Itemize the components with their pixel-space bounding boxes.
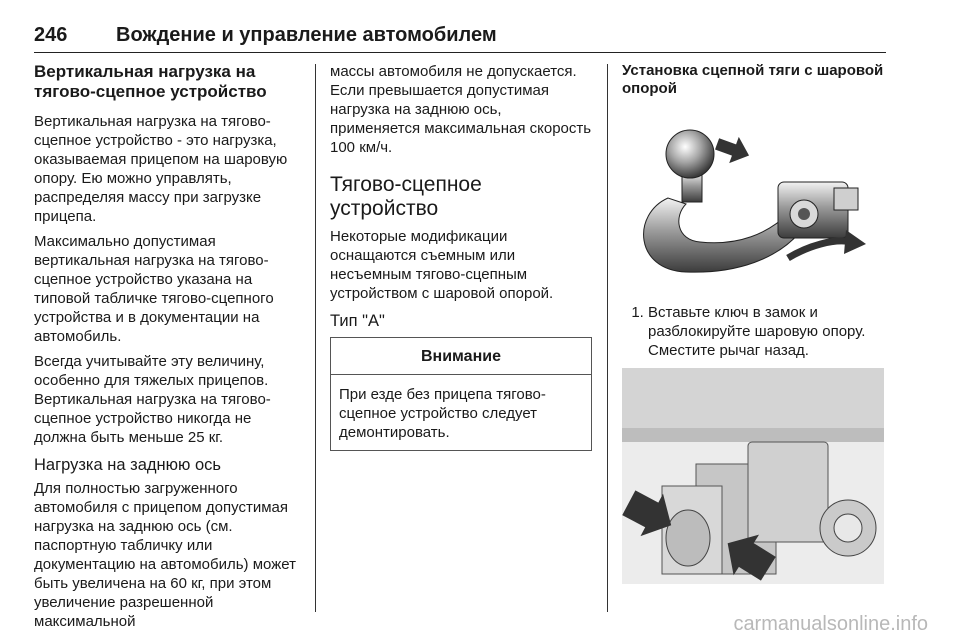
section-heading: Установка сцепной тяги с шаровой опорой (622, 62, 884, 97)
column-2 (330, 62, 592, 451)
paragraph: Максимально допустимая вертикальная нагрузка на тягово-сцепное устройство указана на типовой табличке тягово-сцепного устройства и в документации на автомобиль. (34, 233, 274, 345)
column-3 (622, 62, 888, 589)
caution-title: Внимание (331, 338, 591, 375)
watermark: carmanualsonline.info (733, 613, 928, 635)
caution-text: При езде без прицепа тягово-сцепное устройство следует демонтировать. (339, 386, 546, 441)
page-header (34, 24, 886, 53)
running-title: Вождение и управление автомобилем (116, 24, 497, 46)
caution-box (330, 337, 592, 451)
column-1 (34, 62, 302, 637)
tow-ball-illustration (628, 120, 868, 288)
column-divider (607, 64, 608, 612)
paragraph: Всегда учитывайте эту величину, особенно для тяжелых прицепов. Вертикальная нагрузка на тягово-сцепное устройство никогда не должна быть меньше 25 кг. (34, 353, 271, 446)
instruction-list (622, 303, 888, 360)
paragraph: Для полностью загруженного автомобиля с прицепом допустимая нагрузка на заднюю ось (см. паспортную табличку или документацию на автомобиль) может быть увеличена на 60 кг, при этом увеличение разрешенной максимальной (34, 480, 296, 630)
paragraph: Некоторые модификации оснащаются съемным или несъемным тягово-сцепным устройством с шаровой опорой. (330, 228, 554, 302)
section-heading: Тягово-сцепное устройство (330, 173, 482, 220)
subsection-heading: Тип "A" (330, 312, 385, 330)
page-number: 246 (34, 24, 68, 46)
column-divider (315, 64, 316, 612)
section-heading: Вертикальная нагрузка на тягово-сцепное устройство (34, 62, 267, 101)
paragraph: Вертикальная нагрузка на тягово-сцепное устройство - это нагрузка, оказываемая прицепом на шаровую опору. Ею можно управлять, распределяя массу при загрузке прицепа. (34, 113, 288, 225)
paragraph: массы автомобиля не допускается. Если превышается допустимая нагрузка на заднюю ось, применяется максимальная скорость 100 км/ч. (330, 63, 592, 156)
subsection-heading: Нагрузка на заднюю ось (34, 456, 221, 474)
lock-release-illustration (622, 368, 884, 584)
instruction-step: 1. Вставьте ключ в замок и разблокируйте шаровую опору. Сместите рычаг назад. (648, 303, 888, 360)
